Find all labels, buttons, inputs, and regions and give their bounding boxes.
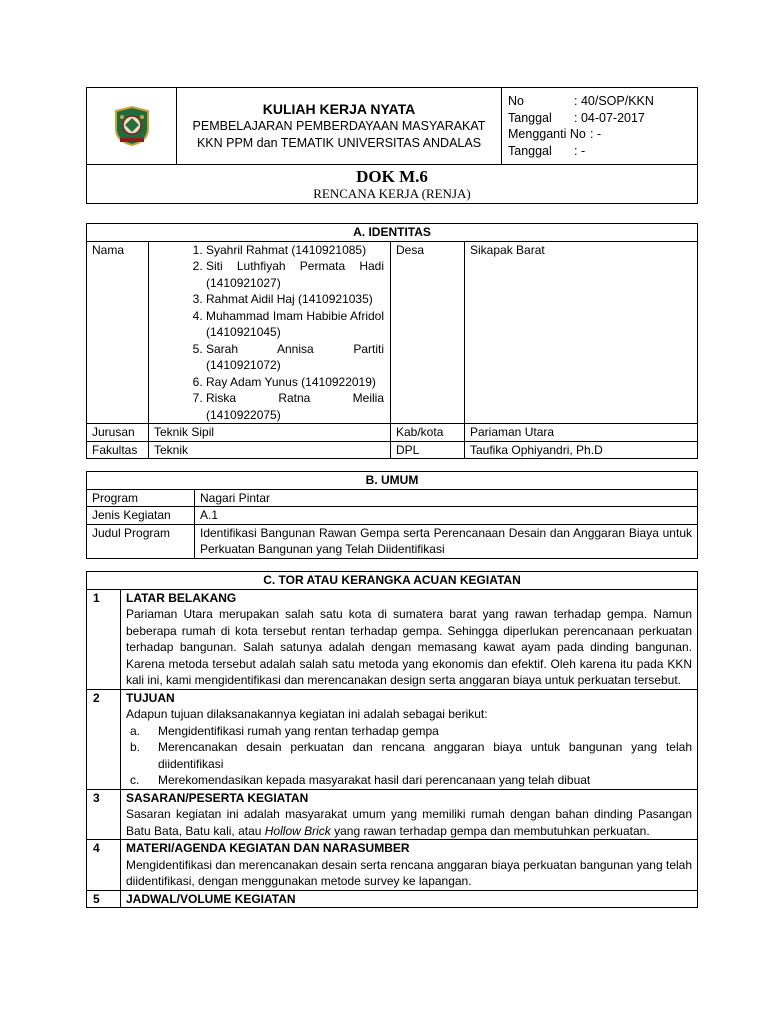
list-item: b. Merencanakan desain perkuatan dan rencana anggaran biaya untuk bangunan yang telah diidentifikasi <box>130 740 692 771</box>
identitas-heading: A. IDENTITAS <box>87 224 698 242</box>
section-title: TUJUAN <box>126 690 175 705</box>
doc-title-cell <box>87 165 698 204</box>
header-title: KULIAH KERJA NYATA <box>262 101 416 117</box>
desa-label: Desa <box>391 241 465 424</box>
member-item: 3. Rahmat Aidil Haj (1410921035) <box>206 291 384 308</box>
tor-section-sasaran <box>87 789 698 840</box>
identitas-table <box>86 223 698 459</box>
tujuan-intro: Adapun tujuan dilaksanakannya kegiatan ini adalah sebagai berikut: <box>126 707 488 721</box>
fakultas-label: Fakultas <box>87 441 149 459</box>
jenis-kegiatan-label: Jenis Kegiatan <box>87 507 195 525</box>
university-logo-cell <box>87 88 177 165</box>
member-item: 4. Muhammad Imam Habibie Afridol (1410921045) <box>206 308 384 341</box>
header-title-cell <box>177 88 502 165</box>
meta-tanggal: Tanggal : 04-07-2017 <box>508 110 645 125</box>
umum-heading: B. UMUM <box>87 472 698 490</box>
kabkota-value: Pariaman Utara <box>465 424 698 442</box>
table-row <box>87 489 698 507</box>
doc-code: DOK M.6 <box>356 166 428 186</box>
member-item: 5. Sarah Annisa Partiti (1410921072) <box>206 341 384 374</box>
tor-section-materi <box>87 840 698 891</box>
program-label: Program <box>87 489 195 507</box>
table-row <box>87 524 698 558</box>
judul-program-value: Identifikasi Bangunan Rawan Gempa serta Perencanaan Desain dan Anggaran Biaya untuk Perkuatan Bangunan yang Telah Diidentifikasi <box>195 524 698 558</box>
kabkota-label: Kab/kota <box>391 424 465 442</box>
tor-table <box>86 571 698 908</box>
judul-program-label: Judul Program <box>87 524 195 558</box>
tujuan-list <box>126 723 692 789</box>
dpl-label: DPL <box>391 441 465 459</box>
member-item: 2. Siti Luthfiyah Permata Hadi (1410921027) <box>206 258 384 291</box>
section-number: 2 <box>87 689 121 789</box>
jurusan-label: Jurusan <box>87 424 149 442</box>
jenis-kegiatan-value: A.1 <box>195 507 698 525</box>
materi-text: Mengidentifikasi dan merencanakan desain serta rencana anggaran biaya perkuatan bangunan yang telah diidentifikasi, dengan menggunakan metode survey ke lapangan. <box>126 857 692 888</box>
section-title: MATERI/AGENDA KEGIATAN DAN NARASUMBER <box>126 841 410 855</box>
list-item: c. Merekomendasikan kepada masyarakat hasil dari perencanaan yang telah dibuat <box>130 773 591 787</box>
fakultas-value: Teknik <box>149 441 391 459</box>
meta-tanggal-2: Tanggal : - <box>508 143 586 158</box>
section-title: LATAR BELAKANG <box>126 590 237 605</box>
section-title: JADWAL/VOLUME KEGIATAN <box>126 891 296 906</box>
program-value: Nagari Pintar <box>195 489 698 507</box>
tor-section-latar-belakang <box>87 589 698 689</box>
doc-name: RENCANA KERJA (RENJA) <box>313 185 471 201</box>
document-header <box>86 87 698 204</box>
jurusan-value: Teknik Sipil <box>149 424 391 442</box>
section-title: SASARAN/PESERTA KEGIATAN <box>126 790 309 805</box>
header-meta-cell <box>502 88 698 165</box>
member-item: 1. Syahril Rahmat (1410921085) <box>206 242 384 259</box>
section-number: 1 <box>87 589 121 689</box>
nama-label: Nama <box>87 241 149 424</box>
tor-section-jadwal <box>87 890 698 908</box>
header-subtitle-1: PEMBELAJARAN PEMBERDAYAAN MASYARAKAT <box>192 119 486 133</box>
umum-table <box>86 471 698 559</box>
tor-section-tujuan <box>87 689 698 789</box>
latar-belakang-text: Pariaman Utara merupakan salah satu kota di sumatera barat yang rawan terhadap gempa. Namun beberapa rumah di kota tersebut rentan terhadap gempa. Sehingga diperlukan perencanaan perkuatan terhadap bangunan. Salah satunya adalah dengan memasang kawat ayam pada dinding bangunan. Karena metoda tersebut adalah salah satu metoda yang ekonomis dan efektif. Oleh karena itu pada KKN kali ini, kami mengidentifikasi dan merencanakan design serta anggaran biaya untuk perkuatan tersebut. <box>126 607 692 687</box>
member-item: 7. Riska Ratna Meilia (1410922075) <box>206 390 384 423</box>
meta-mengganti-no: Mengganti No : - <box>508 127 602 141</box>
section-number: 5 <box>87 890 121 908</box>
dpl-value: Taufika Ophiyandri, Ph.D <box>465 441 698 459</box>
section-number: 3 <box>87 789 121 840</box>
tor-heading: C. TOR ATAU KERANGKA ACUAN KEGIATAN <box>87 572 698 590</box>
university-logo-icon <box>112 105 152 147</box>
member-list <box>154 242 384 424</box>
meta-no: No : 40/SOP/KKN <box>508 94 654 108</box>
sasaran-text: Sasaran kegiatan ini adalah masyarakat umum yang memiliki rumah dengan bahan dinding Pasangan Batu Bata, Batu kali, atau Hollow Brick yang rawan terhadap gempa dan membutuhkan perkuatan. <box>126 807 692 838</box>
desa-value: Sikapak Barat <box>465 241 698 424</box>
table-row <box>87 507 698 525</box>
list-item: a. Mengidentifikasi rumah yang rentan terhadap gempa <box>130 723 439 738</box>
member-list-cell <box>149 241 391 424</box>
section-number: 4 <box>87 840 121 891</box>
member-item: 6. Ray Adam Yunus (1410922019) <box>206 374 384 391</box>
header-subtitle-2: KKN PPM dan TEMATIK UNIVERSITAS ANDALAS <box>196 136 482 150</box>
